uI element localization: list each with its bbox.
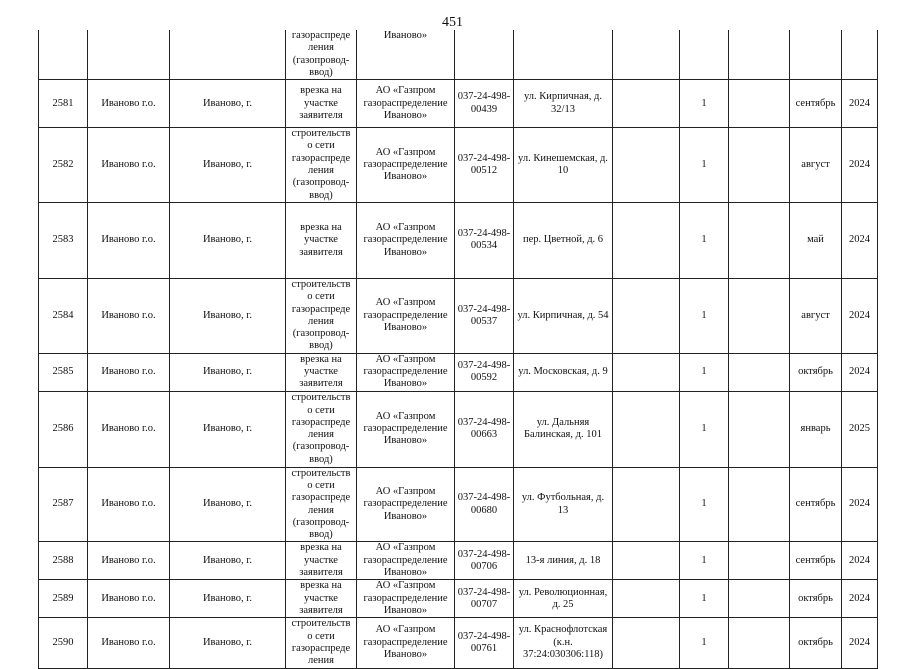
empty-cell bbox=[729, 80, 790, 128]
row-number-cell: 2581 bbox=[39, 80, 88, 128]
work-type-line: участке bbox=[304, 366, 338, 378]
address-cell: ул. Революционная, д. 25 bbox=[514, 580, 613, 618]
work-type-cell bbox=[286, 80, 357, 128]
work-type-line: газораспреде bbox=[291, 492, 351, 504]
table-row bbox=[39, 580, 878, 618]
locality-cell: Иваново, г. bbox=[170, 278, 286, 353]
work-type-cell bbox=[286, 30, 357, 80]
row-number-cell: 2586 bbox=[39, 391, 88, 467]
row-number-cell: 2590 bbox=[39, 618, 88, 668]
application-code-cell: 037-24-498-00439 bbox=[455, 80, 514, 128]
municipality-cell: Иваново г.о. bbox=[88, 467, 170, 542]
work-type-cell bbox=[286, 391, 357, 467]
address-cell: ул. Кирпичная, д. 54 bbox=[514, 278, 613, 353]
work-type-line: ввод) bbox=[309, 66, 333, 78]
row-number-cell: 2583 bbox=[39, 202, 88, 278]
work-type-line: врезка на bbox=[300, 222, 342, 234]
work-type-line: врезка на bbox=[300, 85, 342, 97]
municipality-cell: Иваново г.о. bbox=[88, 80, 170, 128]
application-code-cell: 037-24-498-00534 bbox=[455, 202, 514, 278]
empty-cell bbox=[613, 580, 680, 618]
table-row bbox=[39, 353, 878, 391]
table-row bbox=[39, 467, 878, 542]
empty-cell bbox=[613, 202, 680, 278]
organization-cell: АО «Газпром газораспределение Иваново» bbox=[357, 128, 455, 203]
quantity-cell: 1 bbox=[680, 278, 729, 353]
empty-cell bbox=[729, 542, 790, 580]
work-type-line: ввод) bbox=[309, 340, 333, 352]
empty-cell bbox=[613, 467, 680, 542]
month-cell: сентябрь bbox=[790, 80, 842, 128]
application-code-cell: 037-24-498-00706 bbox=[455, 542, 514, 580]
work-type-line: заявителя bbox=[299, 246, 343, 258]
row-number-cell: 2588 bbox=[39, 542, 88, 580]
municipality-cell: Иваново г.о. bbox=[88, 128, 170, 203]
work-type-line: заявителя bbox=[299, 567, 343, 579]
year-cell: 2024 bbox=[842, 202, 878, 278]
page-number: 451 bbox=[442, 15, 463, 30]
municipality-cell: Иваново г.о. bbox=[88, 202, 170, 278]
locality-cell: Иваново, г. bbox=[170, 391, 286, 467]
empty-cell bbox=[455, 30, 514, 80]
work-type-line: газораспреде bbox=[291, 416, 351, 428]
address-cell: ул. Краснофлотская (к.н. 37:24:030306:118) bbox=[514, 618, 613, 668]
address-cell: пер. Цветной, д. 6 bbox=[514, 202, 613, 278]
locality-cell: Иваново, г. bbox=[170, 128, 286, 203]
month-cell: октябрь bbox=[790, 580, 842, 618]
address-cell: ул. Футбольная, д. 13 bbox=[514, 467, 613, 542]
row-number-cell: 2584 bbox=[39, 278, 88, 353]
empty-cell bbox=[170, 30, 286, 80]
work-type-line: газораспреде bbox=[291, 30, 351, 41]
empty-cell bbox=[613, 80, 680, 128]
municipality-cell: Иваново г.о. bbox=[88, 542, 170, 580]
work-type-line: о сети bbox=[307, 404, 335, 416]
quantity-cell: 1 bbox=[680, 80, 729, 128]
quantity-cell: 1 bbox=[680, 542, 729, 580]
work-type-line: (газопровод- bbox=[292, 328, 350, 340]
work-type-line: (газопровод- bbox=[292, 54, 350, 66]
empty-cell bbox=[613, 128, 680, 203]
address-cell: 13-я линия, д. 18 bbox=[514, 542, 613, 580]
year-cell: 2024 bbox=[842, 80, 878, 128]
quantity-cell: 1 bbox=[680, 202, 729, 278]
application-code-cell: 037-24-498-00512 bbox=[455, 128, 514, 203]
row-number-cell: 2582 bbox=[39, 128, 88, 203]
locality-cell: Иваново, г. bbox=[170, 202, 286, 278]
year-cell: 2024 bbox=[842, 353, 878, 391]
organization-cell: АО «Газпром газораспределение Иваново» bbox=[357, 202, 455, 278]
month-cell: январь bbox=[790, 391, 842, 467]
locality-cell: Иваново, г. bbox=[170, 580, 286, 618]
work-type-line: участке bbox=[304, 97, 338, 109]
work-type-cell bbox=[286, 618, 357, 668]
table-row bbox=[39, 542, 878, 580]
work-type-line: ления bbox=[308, 42, 334, 54]
row-number-cell: 2589 bbox=[39, 580, 88, 618]
work-type-line: участке bbox=[304, 592, 338, 604]
empty-cell bbox=[39, 30, 88, 80]
work-type-line: (газопровод- bbox=[292, 516, 350, 528]
year-cell: 2025 bbox=[842, 391, 878, 467]
organization-cell: АО «Газпром газораспределение Иваново» bbox=[357, 542, 455, 580]
organization-cell: АО «Газпром газораспределение Иваново» bbox=[357, 580, 455, 618]
year-cell: 2024 bbox=[842, 128, 878, 203]
locality-cell: Иваново, г. bbox=[170, 542, 286, 580]
quantity-cell: 1 bbox=[680, 580, 729, 618]
application-code-cell: 037-24-498-00680 bbox=[455, 467, 514, 542]
year-cell: 2024 bbox=[842, 278, 878, 353]
work-type-line: строительств bbox=[291, 278, 351, 290]
empty-cell bbox=[88, 30, 170, 80]
work-type-line: ввод) bbox=[309, 189, 333, 201]
work-type-line: участке bbox=[304, 554, 338, 566]
work-type-line: о сети bbox=[307, 291, 335, 303]
work-type-line: ления bbox=[308, 429, 334, 441]
empty-cell bbox=[514, 30, 613, 80]
work-type-cell bbox=[286, 580, 357, 618]
month-cell: август bbox=[790, 128, 842, 203]
organization-cell: АО «Газпром газораспределение Иваново» bbox=[357, 467, 455, 542]
work-type-line: ления bbox=[308, 165, 334, 177]
empty-cell bbox=[680, 30, 729, 80]
work-type-line: ввод) bbox=[309, 529, 333, 541]
work-type-line: ления bbox=[308, 315, 334, 327]
work-type-line: врезка на bbox=[300, 353, 342, 365]
work-type-line: строительств bbox=[291, 128, 351, 140]
row-number-cell: 2587 bbox=[39, 467, 88, 542]
organization-cell: АО «Газпром газораспределение Иваново» bbox=[357, 353, 455, 391]
month-cell: сентябрь bbox=[790, 467, 842, 542]
work-type-cell bbox=[286, 467, 357, 542]
row-number-cell: 2585 bbox=[39, 353, 88, 391]
municipality-cell: Иваново г.о. bbox=[88, 278, 170, 353]
work-type-cell bbox=[286, 202, 357, 278]
municipality-cell: Иваново г.о. bbox=[88, 391, 170, 467]
work-type-line: (газопровод- bbox=[292, 441, 350, 453]
month-cell: октябрь bbox=[790, 618, 842, 668]
organization-cell: АО «Газпром газораспределение Иваново» bbox=[357, 80, 455, 128]
year-cell: 2024 bbox=[842, 580, 878, 618]
empty-cell bbox=[613, 278, 680, 353]
table-row bbox=[39, 618, 878, 668]
empty-cell bbox=[613, 391, 680, 467]
empty-cell bbox=[729, 353, 790, 391]
address-cell: ул. Московская, д. 9 bbox=[514, 353, 613, 391]
application-code-cell: 037-24-498-00537 bbox=[455, 278, 514, 353]
work-type-cell bbox=[286, 278, 357, 353]
quantity-cell: 1 bbox=[680, 467, 729, 542]
work-type-line: заявителя bbox=[299, 109, 343, 121]
gas-connection-table bbox=[38, 30, 878, 669]
quantity-cell: 1 bbox=[680, 353, 729, 391]
work-type-line: ления bbox=[308, 655, 334, 667]
work-type-line: врезка на bbox=[300, 542, 342, 554]
month-cell: май bbox=[790, 202, 842, 278]
year-cell: 2024 bbox=[842, 542, 878, 580]
work-type-line: заявителя bbox=[299, 605, 343, 617]
work-type-line: врезка на bbox=[300, 580, 342, 592]
table-row bbox=[39, 202, 878, 278]
table-row bbox=[39, 128, 878, 203]
work-type-line: газораспреде bbox=[291, 152, 351, 164]
table-row bbox=[39, 80, 878, 128]
empty-cell bbox=[613, 618, 680, 668]
work-type-cell bbox=[286, 353, 357, 391]
application-code-cell: 037-24-498-00707 bbox=[455, 580, 514, 618]
empty-cell bbox=[729, 391, 790, 467]
work-type-line: газораспреде bbox=[291, 642, 351, 654]
work-type-cell bbox=[286, 542, 357, 580]
empty-cell bbox=[790, 30, 842, 80]
organization-cell: АО «Газпром газораспределение Иваново» bbox=[357, 278, 455, 353]
quantity-cell: 1 bbox=[680, 391, 729, 467]
empty-cell bbox=[729, 278, 790, 353]
work-type-cell bbox=[286, 128, 357, 203]
month-cell: август bbox=[790, 278, 842, 353]
application-code-cell: 037-24-498-00761 bbox=[455, 618, 514, 668]
work-type-line: заявителя bbox=[299, 378, 343, 390]
month-cell: сентябрь bbox=[790, 542, 842, 580]
address-cell: ул. Кинешемская, д. 10 bbox=[514, 128, 613, 203]
table-row bbox=[39, 391, 878, 467]
locality-cell: Иваново, г. bbox=[170, 80, 286, 128]
work-type-line: газораспреде bbox=[291, 303, 351, 315]
organization-cell: Иваново» bbox=[357, 30, 455, 80]
table-row bbox=[39, 278, 878, 353]
month-cell: октябрь bbox=[790, 353, 842, 391]
application-code-cell: 037-24-498-00592 bbox=[455, 353, 514, 391]
empty-cell bbox=[613, 353, 680, 391]
work-type-line: строительств bbox=[291, 467, 351, 479]
work-type-line: о сети bbox=[307, 479, 335, 491]
municipality-cell: Иваново г.о. bbox=[88, 580, 170, 618]
locality-cell: Иваново, г. bbox=[170, 467, 286, 542]
year-cell: 2024 bbox=[842, 467, 878, 542]
table-row-continuation bbox=[39, 30, 878, 80]
quantity-cell: 1 bbox=[680, 618, 729, 668]
locality-cell: Иваново, г. bbox=[170, 353, 286, 391]
address-cell: ул. Дальняя Балинская, д. 101 bbox=[514, 391, 613, 467]
empty-cell bbox=[729, 202, 790, 278]
empty-cell bbox=[729, 128, 790, 203]
empty-cell bbox=[729, 580, 790, 618]
year-cell: 2024 bbox=[842, 618, 878, 668]
empty-cell bbox=[729, 467, 790, 542]
empty-cell bbox=[729, 30, 790, 80]
work-type-line: ввод) bbox=[309, 453, 333, 465]
work-type-line: строительств bbox=[291, 618, 351, 630]
work-type-line: строительств bbox=[291, 392, 351, 404]
municipality-cell: Иваново г.о. bbox=[88, 618, 170, 668]
empty-cell bbox=[842, 30, 878, 80]
municipality-cell: Иваново г.о. bbox=[88, 353, 170, 391]
empty-cell bbox=[613, 30, 680, 80]
organization-cell: АО «Газпром газораспределение Иваново» bbox=[357, 391, 455, 467]
organization-cell: АО «Газпром газораспределение Иваново» bbox=[357, 618, 455, 668]
work-type-line: (газопровод- bbox=[292, 177, 350, 189]
application-code-cell: 037-24-498-00663 bbox=[455, 391, 514, 467]
locality-cell: Иваново, г. bbox=[170, 618, 286, 668]
address-cell: ул. Кирпичная, д. 32/13 bbox=[514, 80, 613, 128]
empty-cell bbox=[729, 618, 790, 668]
work-type-line: о сети bbox=[307, 630, 335, 642]
work-type-line: ления bbox=[308, 504, 334, 516]
empty-cell bbox=[613, 542, 680, 580]
quantity-cell: 1 bbox=[680, 128, 729, 203]
work-type-line: участке bbox=[304, 234, 338, 246]
work-type-line: о сети bbox=[307, 140, 335, 152]
